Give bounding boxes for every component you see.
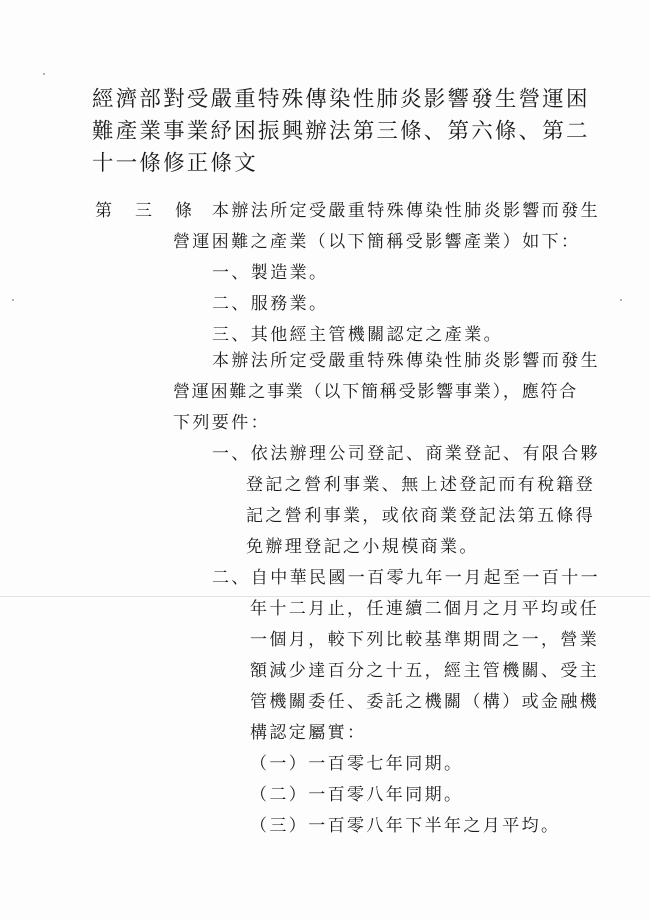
requirement-2-line-5: 管機關委任、委託之機關（構）或金融機 [250,692,600,712]
industry-item-2: 二、服務業。 [212,294,329,314]
paragraph-1-line-2: 營運困難之產業（以下簡稱受影響產業）如下： [173,232,581,252]
document-title-line-1: 經濟部對受嚴重特殊傳染性肺炎影響發生營運困 [92,87,590,112]
requirement-1-line-3: 記之營利事業，或依商業登記法第五條得 [246,506,596,526]
paragraph-2-line-1: 本辦法所定受嚴重特殊傳染性肺炎影響而發生 [212,351,600,371]
requirement-1-line-1: 一、依法辦理公司登記、商業登記、有限合夥 [212,444,600,464]
paragraph-2-line-2: 營運困難之事業（以下簡稱受影響事業），應符合 [173,382,579,402]
requirement-2-line-3: 一個月，較下列比較基準期間之一，營業 [250,630,600,650]
requirement-2-line-2: 年十二月止，任連續二個月之月平均或任 [250,599,600,619]
scan-speck [12,299,14,301]
paragraph-1-line-1: 本辦法所定受嚴重特殊傳染性肺炎影響而發生 [212,201,600,221]
paragraph-2-line-3: 下列要件： [173,413,270,433]
requirement-2-line-4: 額減少達百分之十五，經主管機關、受主 [250,661,600,681]
baseline-period-3: （三）一百零八年下半年之月平均。 [250,816,561,836]
scan-fold-line [0,596,650,597]
industry-item-1: 一、製造業。 [212,263,329,283]
baseline-period-2: （二）一百零八年同期。 [250,785,464,805]
requirement-2-line-6: 構認定屬實： [250,723,367,743]
article-label: 第 三 條 [95,201,195,221]
document-title-line-2: 難產業事業紓困振興辦法第三條、第六條、第二 [92,119,590,144]
requirement-2-line-1: 二、自中華民國一百零九年一月起至一百十一 [212,568,600,588]
baseline-period-1: （一）一百零七年同期。 [250,754,464,774]
requirement-1-line-2: 登記之營利事業、無上述登記而有稅籍登 [246,475,596,495]
scan-speck [43,73,45,75]
requirement-1-line-4: 免辦理登記之小規模商業。 [246,537,479,557]
scan-speck [620,299,622,301]
industry-item-3: 三、其他經主管機關認定之產業。 [212,325,503,345]
document-title-line-3: 十一條修正條文 [92,151,258,176]
